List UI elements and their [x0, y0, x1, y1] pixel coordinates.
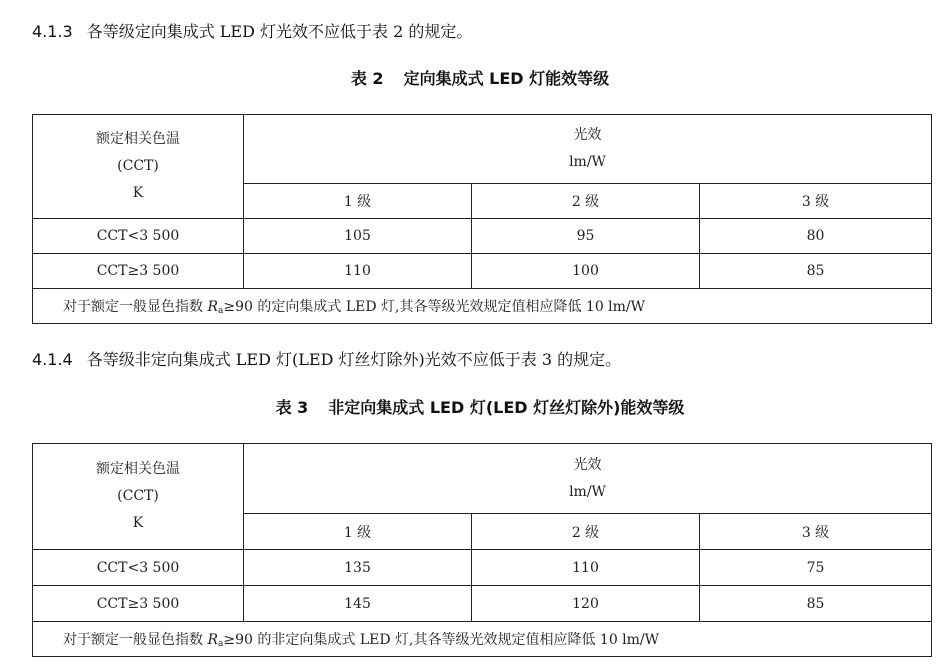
clause-text: 各等级非定向集成式 LED 灯(LED 灯丝灯除外)光效不应低于表 3 的规定。	[86, 350, 622, 369]
table-3	[32, 443, 932, 657]
value-cell: 85	[700, 586, 932, 622]
table-title: 定向集成式 LED 灯能效等级	[403, 69, 610, 88]
value-cell: 80	[700, 219, 932, 254]
efficacy-header-line: lm/W	[569, 483, 606, 500]
grade-header: 2 级	[472, 514, 700, 550]
cct-header-cell	[33, 444, 244, 550]
value-cell: 75	[700, 550, 932, 586]
clause-number: 4.1.3	[32, 22, 73, 41]
efficacy-header-cell	[244, 115, 932, 184]
cct-cell: CCT<3 500	[33, 219, 244, 254]
clause-number: 4.1.4	[32, 350, 73, 369]
table-note: 对于额定一般显色指数 $R_a\ge 90$ 的非定向集成式 LED 灯,其各等级光效规定值相应降低 10 lm/W	[33, 622, 932, 657]
table-note: 对于额定一般显色指数 $R_a\ge 90$ 的定向集成式 LED 灯,其各等级光效规定值相应降低 10 lm/W	[33, 289, 932, 324]
cct-cell: CCT≥3 500	[33, 254, 244, 289]
grade-header: 1 级	[244, 184, 472, 219]
cct-cell: CCT≥3 500	[33, 586, 244, 622]
table-row	[33, 254, 932, 289]
clause-4-1-4	[32, 350, 621, 370]
table-number: 表 2	[350, 69, 384, 88]
table-row	[33, 586, 932, 622]
grade-header: 3 级	[700, 184, 932, 219]
table-row	[33, 550, 932, 586]
value-cell: 105	[244, 219, 472, 254]
efficacy-header-cell	[244, 444, 932, 514]
symbol-r: R	[207, 299, 218, 315]
cct-header-line: 额定相关色温	[96, 461, 180, 477]
efficacy-header-line: lm/W	[569, 154, 606, 170]
grade-header: 3 级	[700, 514, 932, 550]
value-cell: 100	[472, 254, 700, 289]
efficacy-header-line: 光效	[573, 456, 602, 473]
clause-text: 各等级定向集成式 LED 灯光效不应低于表 2 的规定。	[86, 22, 473, 41]
efficacy-header-line: 光效	[573, 127, 602, 143]
table-title: 非定向集成式 LED 灯(LED 灯丝灯除外)能效等级	[328, 398, 685, 417]
subscript-a: a	[218, 639, 224, 649]
value-cell: 95	[472, 219, 700, 254]
cct-header-line: 额定相关色温	[96, 131, 180, 147]
symbol-r: R	[207, 632, 218, 648]
value-cell: 145	[244, 586, 472, 622]
grade-header: 1 级	[244, 514, 472, 550]
cct-header-cell	[33, 115, 244, 219]
table-2	[32, 114, 932, 324]
cct-header-line: (CCT)	[117, 488, 159, 504]
table-number: 表 3	[275, 398, 309, 417]
clause-4-1-3	[32, 22, 472, 42]
value-cell: 85	[700, 254, 932, 289]
grade-header: 2 级	[472, 184, 700, 219]
cct-header-line: K	[132, 515, 144, 531]
value-cell: 135	[244, 550, 472, 586]
table-row	[33, 219, 932, 254]
subscript-a: a	[218, 306, 224, 316]
cct-header-line: (CCT)	[117, 158, 159, 174]
value-cell: 110	[244, 254, 472, 289]
cct-header-line: K	[132, 185, 144, 201]
table-2-caption	[32, 69, 928, 89]
table-3-caption	[32, 398, 928, 418]
cct-cell: CCT<3 500	[33, 550, 244, 586]
value-cell: 120	[472, 586, 700, 622]
value-cell: 110	[472, 550, 700, 586]
